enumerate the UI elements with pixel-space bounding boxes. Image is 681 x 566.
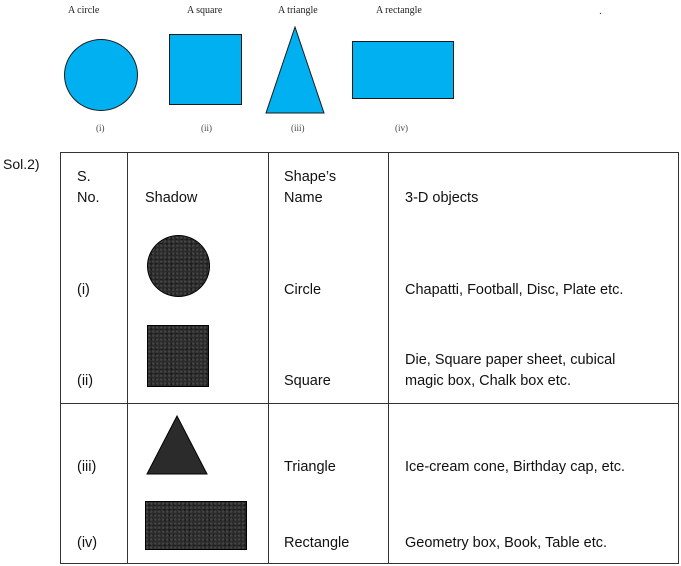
triangle-shadow-icon: [146, 415, 208, 475]
stray-dot: .: [599, 6, 602, 17]
blue-circle: [64, 39, 138, 111]
shape-label-rectangle: A rectangle: [376, 5, 422, 16]
header-shape-name: [284, 167, 336, 209]
roman-iv: (iv): [395, 123, 408, 133]
shape-label-circle: A circle: [68, 5, 100, 16]
header-name-line1: Shape’s: [284, 169, 337, 185]
table-right-border: [678, 152, 679, 564]
header-sno-line2: No.: [77, 190, 100, 206]
row-4-name: Rectangle: [284, 535, 350, 551]
row-2-objects-line2: magic box, Chalk box etc.: [405, 373, 572, 389]
header-name-line2: Name: [284, 190, 323, 206]
table-col-divider-3: [388, 152, 389, 564]
blue-square: [169, 34, 242, 105]
blue-triangle: [264, 26, 326, 114]
table-row-divider: [60, 403, 679, 404]
row-1-name: Circle: [284, 282, 322, 298]
row-1-sno: (i): [77, 282, 90, 298]
table-left-border: [60, 152, 61, 564]
table-bottom-border: [60, 563, 679, 564]
row-3-name: Triangle: [284, 459, 336, 475]
shape-label-square: A square: [187, 5, 223, 16]
solution-label: Sol.2): [3, 156, 40, 172]
header-shadow: Shadow: [145, 190, 198, 206]
header-objects: 3-D objects: [405, 190, 479, 206]
blue-rectangle: [352, 41, 454, 99]
row-4-sno: (iv): [77, 535, 98, 551]
roman-ii: (ii): [201, 123, 212, 133]
square-shadow-icon: [147, 325, 209, 387]
row-2-name: Square: [284, 373, 331, 389]
row-3-objects: Ice-cream cone, Birthday cap, etc.: [405, 459, 626, 475]
table-col-divider-1: [127, 152, 128, 564]
rectangle-shadow-icon: [145, 501, 247, 550]
row-2-objects-line1: Die, Square paper sheet, cubical: [405, 352, 616, 368]
row-2-sno: (ii): [77, 373, 94, 389]
row-2-objects: [405, 350, 615, 392]
header-sno: [77, 167, 100, 209]
circle-shadow-icon: [147, 235, 210, 297]
roman-i: (i): [96, 123, 105, 133]
roman-iii: (iii): [291, 123, 305, 133]
shape-label-triangle: A triangle: [278, 5, 318, 16]
row-3-sno: (iii): [77, 459, 97, 475]
table-col-divider-2: [268, 152, 269, 564]
table-top-border: [60, 152, 679, 153]
header-sno-line1: S.: [77, 169, 91, 185]
row-1-objects: Chapatti, Football, Disc, Plate etc.: [405, 282, 624, 298]
row-4-objects: Geometry box, Book, Table etc.: [405, 535, 608, 551]
